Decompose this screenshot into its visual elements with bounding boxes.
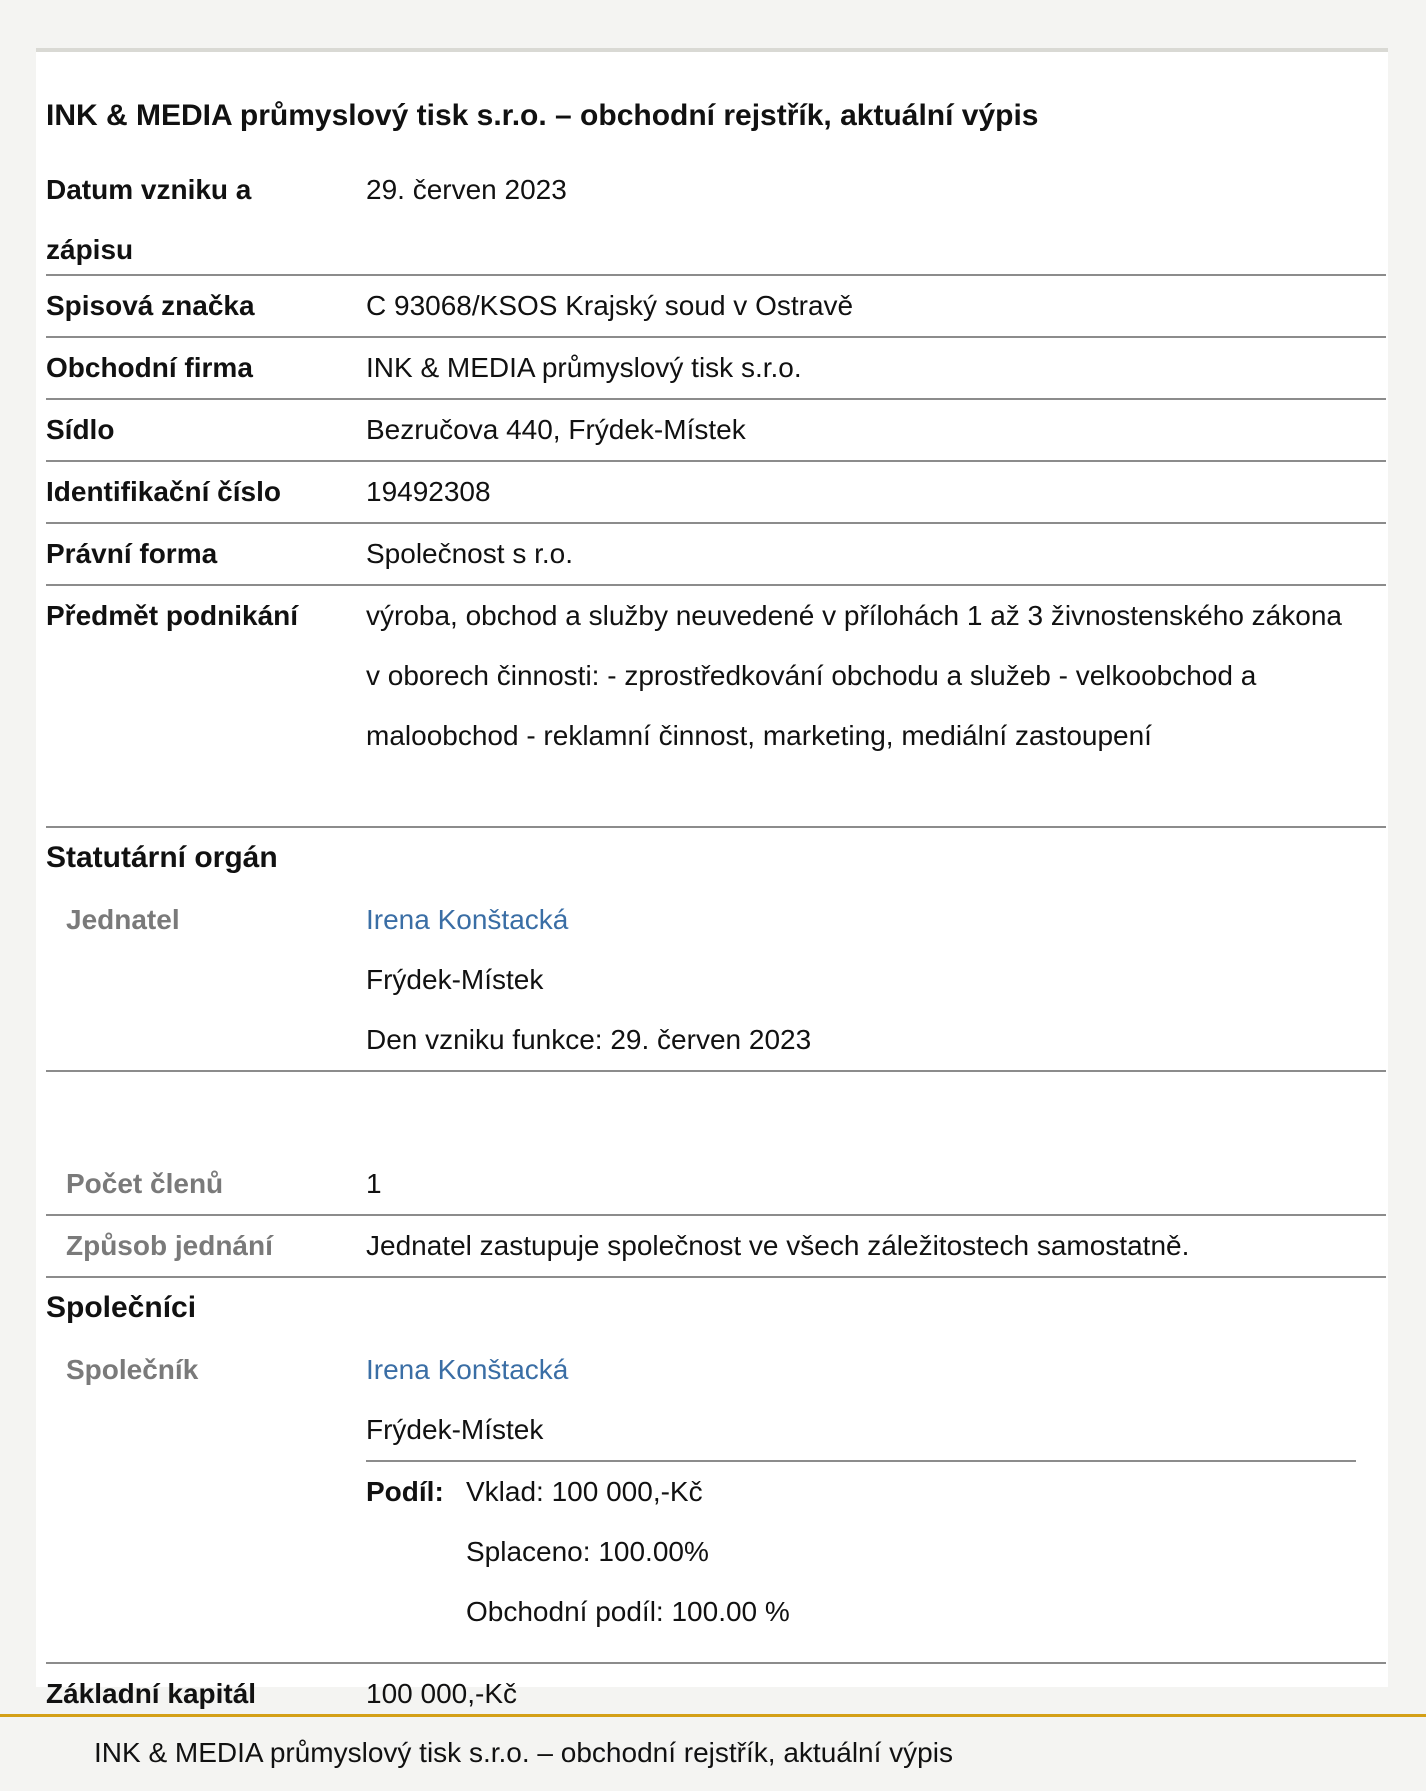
row-predmet-podnikani xyxy=(46,586,1386,828)
value-datum-vzniku: 29. červen 2023 xyxy=(366,174,567,205)
label-podil: Podíl: xyxy=(366,1476,444,1507)
label-predmet-podnikani: Předmět podnikání xyxy=(46,600,299,631)
label-obchodni-firma: Obchodní firma xyxy=(46,352,253,383)
row-spolecnik xyxy=(46,1340,1386,1664)
value-pocet-clenu: 1 xyxy=(366,1168,382,1199)
row-datum-vzniku xyxy=(46,160,1386,276)
jednatel-since: Den vzniku funkce: 29. červen 2023 xyxy=(366,1024,812,1055)
register-card xyxy=(36,48,1388,1709)
value-podil xyxy=(466,1462,790,1642)
label-pocet-clenu: Počet členů xyxy=(66,1168,224,1199)
section-spolecnici: Společníci xyxy=(46,1291,197,1324)
value-pravni-forma: Společnost s r.o. xyxy=(366,538,574,569)
label-zakladni-kapital: Základní kapitál xyxy=(46,1678,257,1709)
label-datum-vzniku: Datum vzniku a zápisu xyxy=(46,174,252,265)
value-zpusob-jednani: Jednatel zastupuje společnost ve všech záležitostech samostatně. xyxy=(366,1230,1190,1261)
row-zpusob-jednani xyxy=(46,1216,1386,1278)
value-predmet-podnikani: výroba, obchod a služby neuvedené v přílohách 1 až 3 živnostenského zákona v oborech činnosti: - zprostředkování obchodu a služeb - velkoobchod a maloobchod - reklamní činnost, marketing, mediální zastoupení xyxy=(366,600,1342,751)
jednatel-name-link[interactable]: Irena Konštacká xyxy=(366,904,569,935)
row-pocet-clenu xyxy=(46,1154,1386,1216)
footer-title: INK & MEDIA průmyslový tisk s.r.o. – obchodní rejstřík, aktuální výpis xyxy=(94,1737,953,1768)
row-pravni-forma xyxy=(46,524,1386,586)
spolecnik-name-link[interactable]: Irena Konštacká xyxy=(366,1354,569,1385)
label-spolecnik: Společník xyxy=(66,1354,199,1385)
label-zpusob-jednani: Způsob jednání xyxy=(66,1230,273,1261)
value-zakladni-kapital: 100 000,-Kč xyxy=(366,1678,517,1709)
row-sidlo xyxy=(46,400,1386,462)
podil-vklad: Vklad: 100 000,-Kč xyxy=(466,1476,703,1507)
spolecnik-city: Frýdek-Místek xyxy=(366,1414,544,1445)
label-identifikacni-cislo: Identifikační číslo xyxy=(46,476,281,507)
section-statutarni-organ: Statutární orgán xyxy=(46,841,278,874)
row-obchodni-firma xyxy=(46,338,1386,400)
label-pravni-forma: Právní forma xyxy=(46,538,218,569)
row-jednatel xyxy=(46,890,1386,1072)
label-sidlo: Sídlo xyxy=(46,414,115,445)
value-spisova-znacka: C 93068/KSOS Krajský soud v Ostravě xyxy=(366,290,854,321)
podil-splaceno: Splaceno: 100.00% xyxy=(466,1536,709,1567)
value-sidlo: Bezručova 440, Frýdek-Místek xyxy=(366,414,746,445)
value-spolecnik xyxy=(366,1340,1356,1460)
value-identifikacni-cislo: 19492308 xyxy=(366,476,491,507)
page-title: INK & MEDIA průmyslový tisk s.r.o. – obchodní rejstřík, aktuální výpis xyxy=(46,99,1039,132)
value-obchodni-firma: INK & MEDIA průmyslový tisk s.r.o. xyxy=(366,352,802,383)
label-jednatel: Jednatel xyxy=(66,904,180,935)
row-spisova-znacka xyxy=(46,276,1386,338)
value-jednatel xyxy=(366,890,1356,1070)
podil-obchodni: Obchodní podíl: 100.00 % xyxy=(466,1596,790,1627)
row-identifikacni-cislo xyxy=(46,462,1386,524)
page-footer xyxy=(0,1714,1426,1791)
label-spisova-znacka: Spisová značka xyxy=(46,290,255,321)
jednatel-city: Frýdek-Místek xyxy=(366,964,544,995)
